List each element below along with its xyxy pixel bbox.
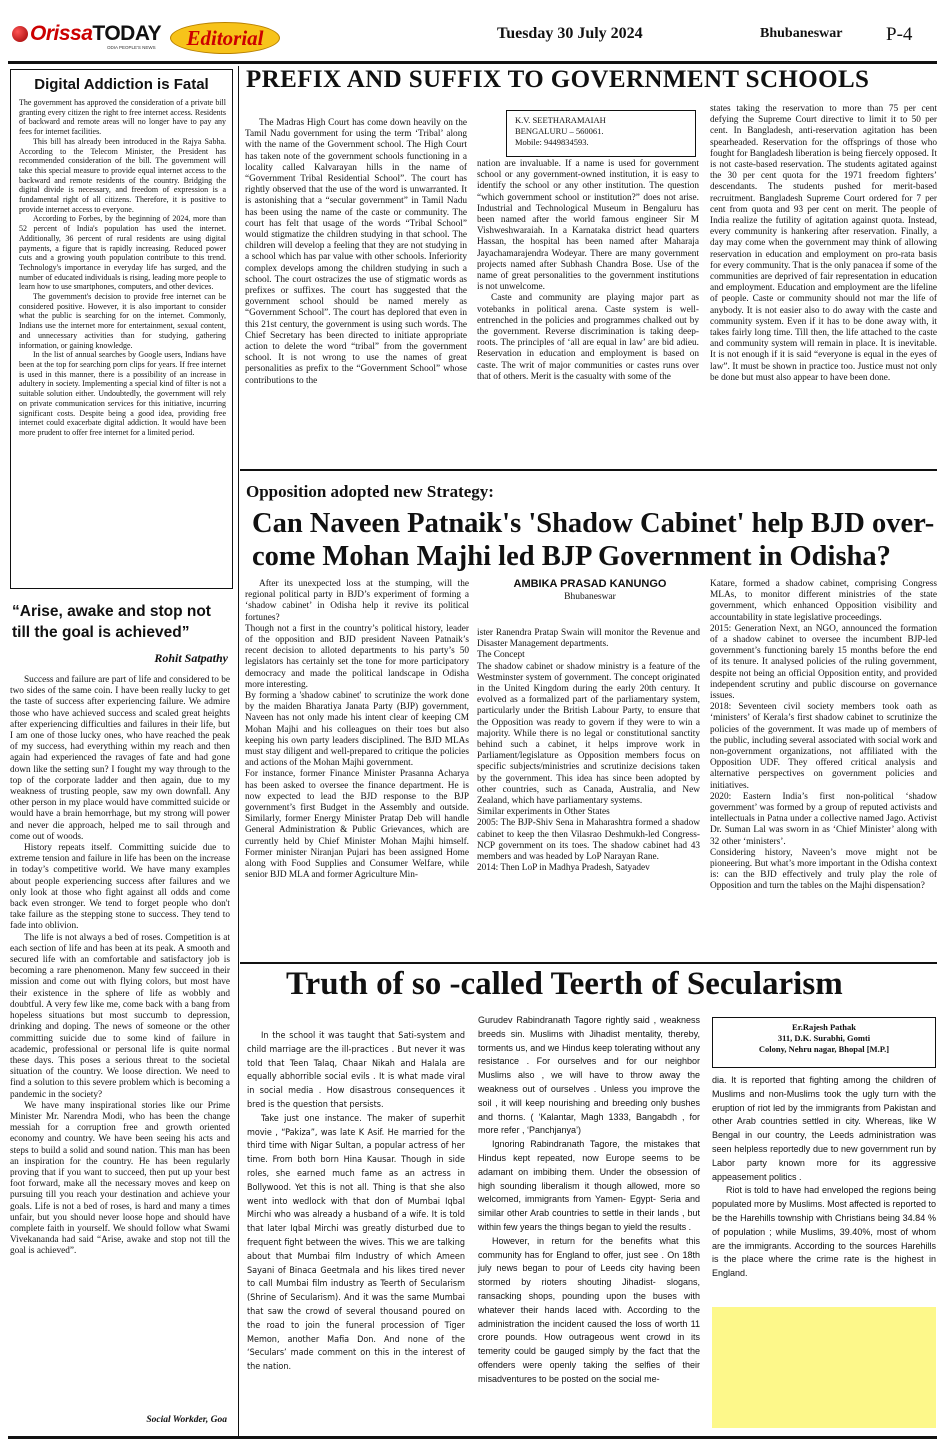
secular-author-box: [712, 1017, 936, 1068]
subhead: Similar experiments in Other States: [477, 807, 610, 818]
paragraph: Gurudev Rabindranath Tagore rightly said , weakness breeds sin. Muslims with Jihadist mentality, thereby, torments us, and we Hindus keep tolerating without any resistance . For ourselves and for our neighbor Muslims also , we will have to throw away the weakness out of ourselves . Unless you improve the soil , it will keep nourishing and breeding only bushes and thorns. ( ‘Kalantar, Magh 1333, Bangabdh , for more refer , ‘Panchjanya’): [478, 1015, 700, 1136]
paragraph: History repeats itself. Committing suicide due to extreme tension and failure in life has been on the increase in today’s competitive world. We have many examples about people experiencing success after failures and we only look at those who fight against all odds and come back even stronger. We tend to forget people who don't take failure as the stepping stone to success. They tend to fade into oblivion.: [10, 843, 230, 932]
paragraph: However, in return for the benefits what this community has for England to offer, just see . On 18th july news began to pour of Leeds city having been stormed by rioters shouting Jihadist- slogans, ransacking shops, pounding upon the buses with whatever their hands laced with. According to the administration the incident caused the loss of worth 11 crore pounds. How outrageous went crowd in its temerity could be gauged simply by the fact that the offenders were openly taking the selfies of their misadventures to be posted on the social me-: [478, 1235, 700, 1384]
masthead: [0, 0, 945, 60]
logo[interactable]: [14, 22, 161, 46]
paragraph: 2005: The BJP-Shiv Sena in Maharashtra formed a shadow cabinet to keep the then Vilasrao Deshmukh-led Congress-NCP government on its toes. The shadow cabinet had 43 members and was headed by LoP Narayan Rane.: [477, 818, 700, 863]
paragraph: Though not a first in the country’s political history, leader of the opposition and BJD president Naveen Patnaik’s recent decision to alloted departments to his party’s 50 legislators has certainly set the tone for more participatory democracy and made the political landscape in Odisha more interesting.: [245, 623, 469, 690]
headline-line: come Mohan Majhi led BJP Government in Odisha?: [252, 541, 891, 572]
secular-col-2: [478, 1014, 700, 1387]
paragraph: For instance, former Finance Minister Prasanna Acharya has been asked to oversee the finance department. He is now expected to lead the BJD response to the BJP government’s first Budget in the Assembly and outside. Similarly, former Energy Minister Pratap Deb will handle General Administration & Public Grievances, which are currently held by Chief Minister Mohan Majhi himself. Former minister Niranjan Pujari has been assigned Home along with Food Supplies and Consumer Welfare, while senior BJD MLA and former Agriculture Min-: [245, 769, 469, 881]
paragraph: The life is not always a bed of roses. Competition is at each section of life and has been at its peak. A smooth and secured life with an comfortable and satisfactory job is becoming a rare phenomenon. Many few succeed in their mission and come out with flying colors, but most have their existence in the sphere of life as wobbly and doubtful. A very few like me, come back with a bang from hopeless situations but most succumb to depression, drinking and doping. The news of someone or the other committing suicide due to some kind of failure in academic, professional or personal life is quite normal these days. This poses a serious threat to the societal situation of the country. We loose direction. We need to find a solution to this severe problem which is becoming a pandemic in the society?: [10, 932, 230, 1100]
digital-addiction-box: [10, 69, 233, 589]
paragraph: After its unexpected loss at the stumping, will the regional political party in BJD’s experiment of forming a ‘shadow cabinet’ in Odisha help it revive its political fortunes?: [245, 579, 469, 623]
paragraph: In the list of annual searches by Google users, Indians have been at the top for searching porn clips for years. If free internet is used in this manner, there is a possibility of an increase in adultery in society. Implementing a special kind of filter is not a suitable solution either. Undoubtedly, the government will rely on private communication services for this initiative, incurring significant costs. Despite being a good idea, providing free internet could exacerbate digital addiction. It would have been more prudent to offer free internet for a limited period.: [19, 350, 226, 437]
paragraph: The shadow cabinet or shadow ministry is a feature of the Westminster system of government. The concept originated in the United Kingdom during the early 20th century. It evolved as a formalized part of the parliamentary system, particularly under the British Labour Party, to ensure that the Opposition was ready to govern if they were to win a majority. While there is no legal or constitutional sanctity behind such a cabinet, it helps improve work in Parliament/legislature as Opposition members focus on specific subjects/ministries and scrutinize decisions taken by the government. This idea has since been adopted by other countries, such as Canada, Australia, and New Zealand, which have parliamentary systems.: [477, 661, 700, 807]
secular-col-3: [712, 1074, 936, 1281]
paragraph: Riot is told to have had enveloped the regions being populated more by Muslims. Most affected is reported to be the Harehills township with Christians being 34.84 % of population ; while Muslims, 39.40%, most of whom are the immigrants. According to the sources Harehills is the place where the crime rate is the highest in England.: [712, 1185, 936, 1279]
bjd-col-1: [245, 579, 469, 881]
paragraph: ister Ranendra Pratap Swain will monitor the Revenue and Disaster Management departments.: [477, 628, 700, 650]
digital-body: [11, 98, 232, 438]
section-rule: [240, 962, 937, 964]
paragraph: nation are invaluable. If a name is used for government school or any government-owned institution, it is easy to identify the school or any other institution. The question “which government school or institution?” does not arise. Industrial and Technological Museum in Bengaluru has been named after the world famous engineer Sir M Vishweshwaraiah. In a Karnataka district head quarters Hassan, the hospital has been named after Maharaja Jayachamarajendra Wodeyar. There are many government projects named after Subhash Chandra Bose. Use of the name of great personalities to the government institutions is not unwelcome.: [477, 159, 699, 293]
subhead: The Concept: [477, 650, 525, 661]
section-label: Editorial: [186, 25, 264, 50]
logo-word-today: TODAY: [92, 22, 162, 45]
author-address: 311, D.K. Surabhi, Gomti: [777, 1033, 871, 1043]
bjd-col-3: [710, 579, 937, 893]
paragraph: The government has approved the consideration of a private bill granting every citizen the right to free internet access. Residents of backward and remote areas will no longer have to pay any fees for internet facilities.: [19, 98, 226, 137]
bjd-col-2: [477, 628, 700, 874]
section-rule: [240, 469, 937, 471]
paragraph: Take just one instance. The maker of superhit movie , “Pakiza”, was late K Asif. He married for the third time with Nigar Sultan, a popular actress of her time. From both born Hina Kausar. Though in side roles, she earned much fame as an actress in Bollywood. Yet this is not all. Thing is that she also went into wedlock with that don of Mumbai Iqbal Mirchi who was already a husband of a wife. It is told that later Iqbal Mirchi was greatly disturbed due to frequent fight between the wives. This we are talking about that Mumbai film Industry of which Ameen Sayani of Binaca Geetmala and his likes tired never to call Mumbai film industry as Teerth of Secularism (Shrine of Secularism). And it was the same Mumbai that saw the crowd of several thousand poured on the road to join the funeral procession of Tiger Memon, another Mafia Don. And none of the ‘Seculars’ made comment on this in the interest of the nation.: [247, 1113, 465, 1373]
author-city: Bhubaneswar: [564, 592, 616, 602]
paragraph: 2018: Seventeen civil society members took oath as ‘ministers’ of Kerala’s first shadow cabinet to scrutinize the policies of the government. It was made up of members of the public, including several associated with social work and non-government organizations, not affiliated with the Opposition UDF. They offered critical analysis and alternative perspectives on government policies and initiatives.: [710, 702, 937, 791]
author-name: Er.Rajesh Pathak: [792, 1022, 856, 1032]
paragraph: Katare, formed a shadow cabinet, comprising Congress MLAs, to monitor different ministries of the state government, which enhanced Opposition visibility and accountability in state legislative proceedings.: [710, 579, 937, 623]
paragraph: In the school it was taught that Sati-system and child marriage are the ill-practices . But never it was told that Teen Talaq, Chaar Nikah and Halala are equally abhorrible social evils . It is what made viral in social media . How disastrous consequences it bred is the question that persists.: [247, 1031, 465, 1110]
author-address: BENGALURU – 560061.: [515, 126, 604, 136]
prefix-col-3: [710, 104, 937, 384]
masthead-rule: [8, 61, 937, 64]
logo-word-orissa: Orissa: [30, 22, 93, 45]
issue-city: Bhubaneswar: [760, 26, 843, 41]
headline-line: Can Naveen Patnaik's 'Shadow Cabinet' help BJD over-: [252, 508, 935, 539]
paragraph: This bill has already been introduced in the Rajya Sabha. According to the Telecom Minister, the President has recommended consideration of the bill. The government will take this special measure to provide equal internet access to the backward and remote residents of the country. Bridging the digital divide is necessary, and freedom of expression is a fundamental right of all citizens. Therefore, it is positive to provide internet access to everyone.: [19, 136, 226, 214]
digital-title: Digital Addiction is Fatal: [34, 76, 209, 93]
paragraph: The Madras High Court has come down heavily on the Tamil Nadu government for using the term ‘Tribal’ along with the name of the Government school. The High Court has taken note of the government schools functioning in a locality called Kalvarayan hills in the name of “Government Tribal Residential School”. The court has rightly observed that the use of the word is unwarranted. It is astonishing that a “secular government” in Tamil Nadu has been using the name of the caste or community. The court has felt that usage of the words “Tribal School” would stigmatize the children studying in that school. The children will develop a feeling that they are not studying in a school which has par value with other schools. Inferiority complex develops among the children studying in such a school. The court ostracizes the use of stigmatic words as prefixes or suffixes. The court has suggested that the government school should be named merely as “Government School”. The court has deplored that even in this 21st century, the government is using such words. The Chief Secretary has been directed to initiate appropriate action to delete the word “tribal” from the government school. It is not wrong to use the names of great personalities as prefix to the “Government School” whose contributions to the: [245, 118, 467, 386]
paragraph: 2020: Eastern India’s first non-political ‘shadow government’ was formed by a group of reputed activists and intellectuals in Patna under a collective named Jago. Activist Dr. Suman Lal was sworn in as ‘Chief Minister’ along with 32 other ‘ministers’.: [710, 791, 937, 847]
paragraph: 2014: Then LoP in Madhya Pradesh, Satyadev: [477, 863, 650, 874]
issue-date: Tuesday 30 July 2024: [497, 25, 643, 42]
author-mobile: Mobile: 9449834593.: [515, 137, 589, 147]
secular-headline: Truth of so -called Teerth of Secularism: [286, 966, 843, 1002]
paragraph: Considering history, Naveen’s move might not be pioneering. But what’s more important in the Odisha context is: can the BJD effectively and truly play the role of Opposition and turn the tables on the Majhi dispensation?: [710, 847, 937, 892]
quote-byline: Rohit Satpathy: [154, 651, 228, 665]
section-badge: [170, 22, 280, 54]
prefix-headline: PREFIX AND SUFFIX TO GOVERNMENT SCHOOLS: [246, 66, 870, 93]
prefix-col-1: [245, 118, 467, 387]
author-name: K.V. SEETHARAMAIAH: [515, 115, 606, 125]
prefix-col-2: [477, 159, 699, 383]
footer-rule: [8, 1436, 937, 1439]
bjd-byline: [478, 578, 702, 602]
paragraph: By forming a 'shadow cabinet' to scrutinize the work done by the maiden Bharatiya Janata Party (BJP) government, Naveen has not only made his intent clear of keeping CM Mohan Majhi and his colleagues on their toes but also keeping his own party leaders disciplined. The BJD MLAs must stay diligent and well-prepared to critique the policies and actions of the Mohan Majhi government.: [245, 691, 469, 769]
logo-tagline: ODIA PEOPLE'S NEWS: [107, 45, 156, 50]
paragraph: dia. It is reported that fighting among the children of Muslims and non-Muslims took the ugly turn with the eruption of riot led by the immigrants from Pakistan and other Arab countries settled in city. Whereas, like W Bengal in our country, the Leeds administration was seen helpless reportedly due to new government run by Labor party known more for its aggressive appeasement politics .: [712, 1075, 936, 1182]
paragraph: According to Forbes, by the beginning of 2024, more than 52 percent of India's population has used the internet. Additionally, 36 percent of rural residents are using digital payments, a figure that is rapidly increasing. Reduced power cuts and a growing youth population contribute to this trend. Technology's importance in everyday life has surged, and the number of educated individuals is rising, leading more people to learn how to use smartphones, computers, and other devices.: [19, 214, 226, 292]
page-number: P-4: [886, 24, 913, 45]
bjd-headline: [252, 507, 942, 573]
bjd-kicker: Opposition adopted new Strategy:: [246, 482, 494, 501]
paragraph: Caste and community are playing major part as votebanks in political arena. Caste system is well-entrenched in the policies and programmes chalked out by the government. Reverse discrimination is taking deep-roots. The principles of ‘all are equal in law’ are bid adieu. Reservation in education and employment is based on caste. The writ of major communities or castes runs over that of others. Merit is the casualty with some of the: [477, 293, 699, 382]
paragraph: 2015: Generation Next, an NGO, announced the formation of a shadow cabinet to oversee the incumbent BJP-led government’s functioning barely 15 months before the end of its tenure. It analysed policies of the ruling government, despite not being an official Opposition entity, and provided independent scrutiny and public discourse on governance issues.: [710, 623, 937, 702]
paragraph: We have many inspirational stories like our Prime Minister Mr. Narendra Modi, who has been the change messiah for a corruption free and growth oriented economy and country. We have been seeing his acts and steps to build a solid and sound nation. This man has been an inspiration for the country. He has been regularly proving that if you want to succeed, then put up your best foot forward, make all the necessary moves and keep on pursuing till you reach your destination and achieve your goals. Life is not a bed of roses, is hard and many a times unfair, but you should never loose hope and should have complete faith in yourself. We should follow what Swami Vivekananda had said “Arise, awake and stop not till the goal is achieved”.: [10, 1100, 230, 1257]
prefix-author-box: [506, 110, 696, 157]
author-address: Colony, Nehru nagar, Bhopal [M.P.]: [758, 1044, 890, 1054]
paragraph: states taking the reservation to more than 75 per cent defying the Supreme Court directive to limit it to 50 per cent. In Bangladesh, anti-reservation agitation has been spearheaded. Reservation for the offsprings of those who fought for Bangladesh liberation is being fiercely opposed. It is not caste-based reservation. The students agitated against the 30 per cent quota for the 1971 freedom fighters’ descendants. The students pushed for merit-based recruitment. Bangladesh Supreme Court ordered for 7 per cent from quota and 93 per cent on merit. The people of India realize the futility of agitation against quota. Instead, every community is hankering after reservation. Finally, a day may come when the government may think of allowing reservation in education and employment on pro-rata basis for every community. That is the only panacea if some of the communities are deprived of fair representation in education and employment. Education and employment are the lifeline of people. Caste or community should not mar the life of anybody. It is not easier also to do away with the caste and community system. Even if it has to be done away with, it takes fairly long time. Till then, the life attached to the caste and community system will remain in place. It is inevitable. It is not enough if it is said “everyone is equal in the eyes of law”. It must be shown in practice too. Justice must not only be done but must also appear to have been done.: [710, 104, 937, 383]
author-name: AMBIKA PRASAD KANUNGO: [513, 578, 667, 590]
column-divider: [238, 66, 239, 1436]
paragraph: The government's decision to provide free internet can be considered positive. However, it is also important to consider what the public is searching for on the internet. Commonly, Indians use the internet more for entertainment, sexual content, and unnecessary activities than for studying, gathering information, or gaining knowledge.: [19, 292, 226, 350]
secular-col-1: [247, 1030, 465, 1375]
quote-headline: “Arise, awake and stop not till the goal is achieved”: [12, 603, 211, 641]
paragraph: Ignoring Rabindranath Tagore, the mistakes that Hindus kept repeated, now Europe seems to be adamant on imbibing them. Under the obsession of high sounding liberalism it though allowed, more so welcomed, immigrants from Yamen- Egypt- Seria and similar other Arab countries to settle in their lands , but within few years the things began to yield the results .: [478, 1139, 700, 1232]
advert-placeholder: [712, 1307, 936, 1428]
quote-body: [10, 675, 230, 1258]
paragraph: Success and failure are part of life and considered to be two sides of the same coin. I have been really lucky to get the taste of success after experiencing failure. We admire those who have achieved success and scaled great heights after experiencing difficulties and failures in their life, but I am one of those lucky ones, who have reached the peak of my success, had everything within my reach and then again had experienced the ravages of fate and had gone down like the setting sun? I fought my way through to the top of the corporate ladder and then again, due to my weakness of trusting people, saw my own downfall. Any other person in my place would have committed suicide or would have a brain hemorrhage, but my strong will power and never die approach, helped me to sail through and come out of woods.: [10, 675, 230, 842]
quote-signoff: Social Workder, Goa: [146, 1415, 227, 1425]
